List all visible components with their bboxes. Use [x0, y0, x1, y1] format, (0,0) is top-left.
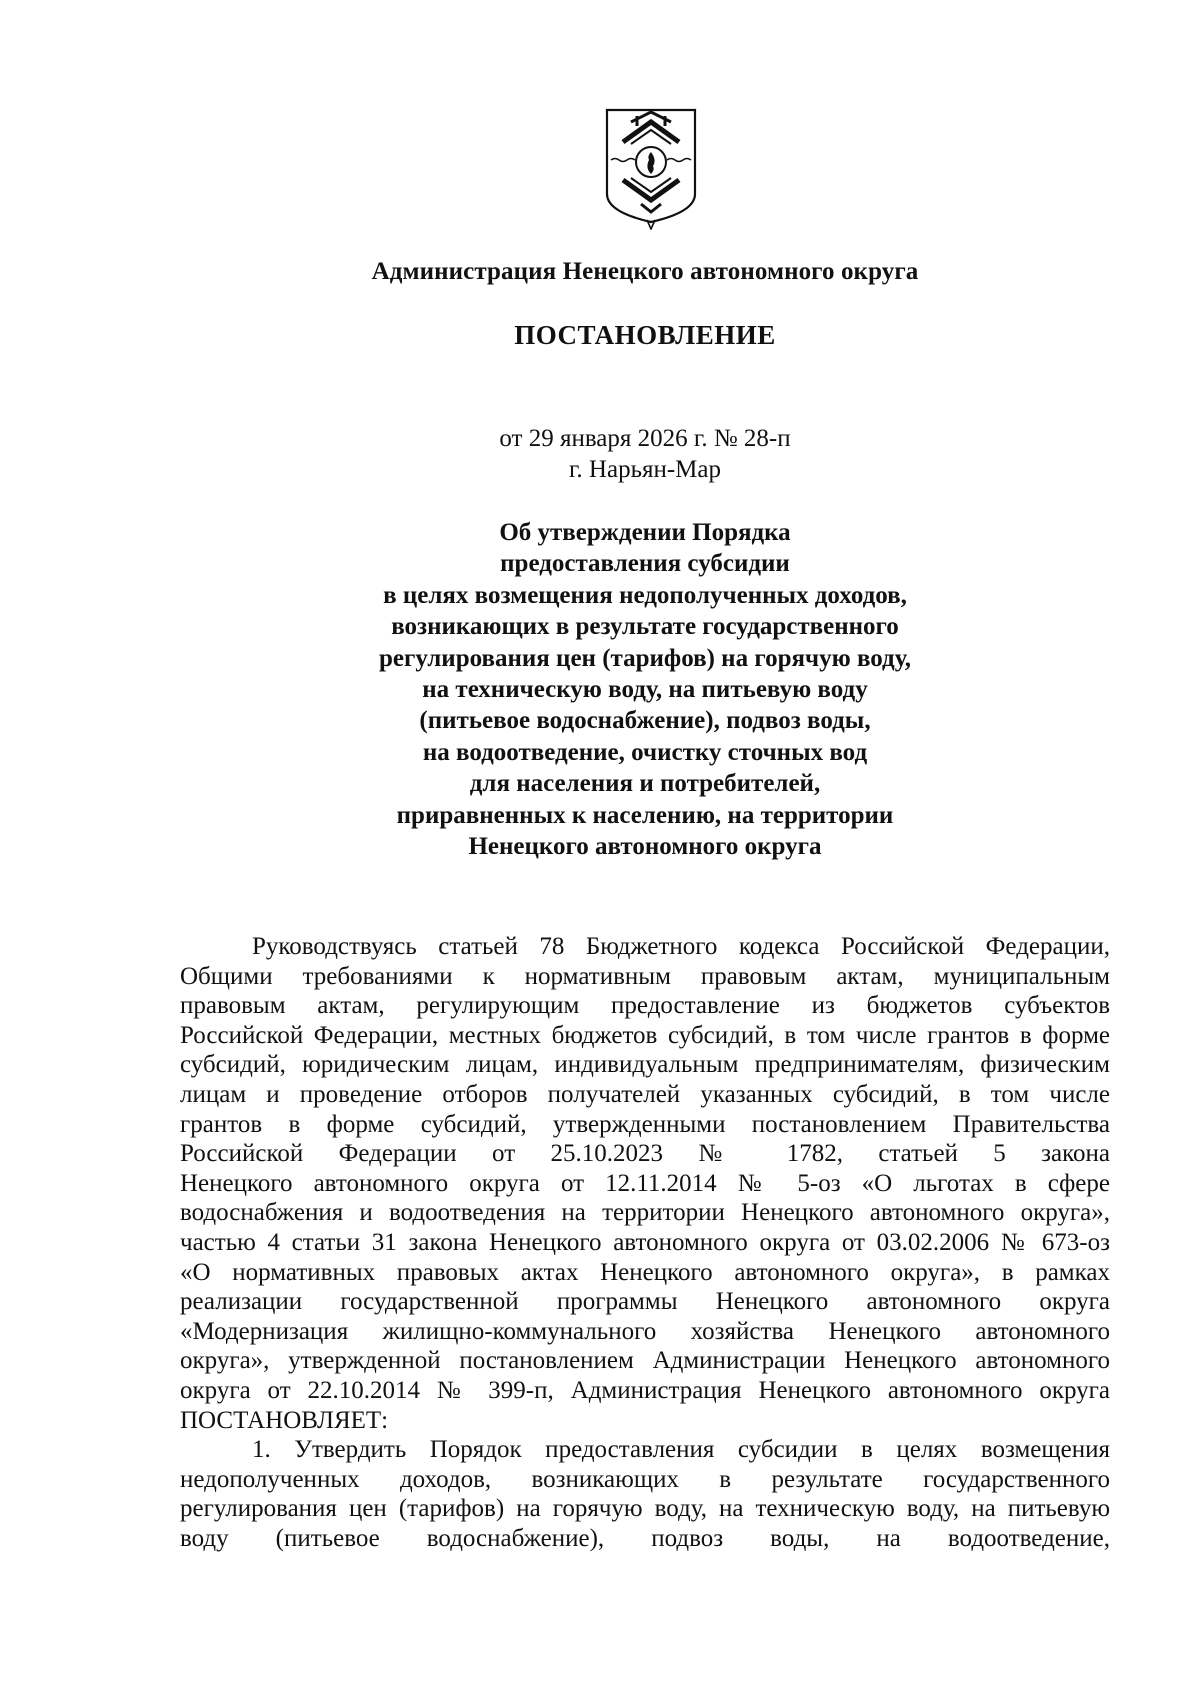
body-line: Руководствуясь статьей 78 Бюджетного кодекса Российской Федерации,	[252, 933, 1110, 960]
body-line: реализации государственной программы Ненецкого автономного округа	[180, 1288, 1110, 1316]
agency-name: Администрация Ненецкого автономного округа	[371, 258, 919, 285]
title-line: регулирования цен (тарифов) на горячую воду,	[379, 644, 911, 672]
body-line: округа от 22.10.2014 № 399-п, Администрация Ненецкого автономного округа	[180, 1376, 1110, 1404]
title-line: приравненных к населению, на территории	[396, 801, 894, 829]
body-line: лицам и проведение отборов получателей указанных субсидий, в том числе	[180, 1080, 1110, 1108]
title-line: Об утверждении Порядка	[499, 519, 791, 546]
body-line: частью 4 статьи 31 закона Ненецкого автономного округа от 03.02.2006 № 673-оз	[180, 1228, 1110, 1256]
coat-of-arms-icon	[603, 108, 699, 230]
document-body	[180, 932, 1110, 1553]
body-line: округа», утвержденной постановлением Администрации Ненецкого автономного	[180, 1347, 1110, 1375]
title-line: на водоотведение, очистку сточных вод	[422, 738, 868, 766]
body-line: воду (питьевое водоснабжение), подвоз воды, на водоотведение,	[180, 1524, 1110, 1552]
title-line: в целях возмещения недополученных доходов,	[383, 581, 907, 609]
date-line: от 29 января 2026 г. № 28-п	[499, 425, 791, 452]
body-line: грантов в форме субсидий, утвержденными постановлением Правительства	[180, 1110, 1110, 1138]
body-line: регулирования цен (тарифов) на горячую воду, на техническую воду, на питьевую	[180, 1495, 1110, 1523]
document-title	[180, 517, 1110, 862]
date-block	[180, 423, 1110, 485]
title-line: для населения и потребителей,	[469, 770, 821, 798]
body-line: Ненецкого автономного округа от 12.11.2014 № 5-оз «О льготах в сфере	[180, 1169, 1110, 1197]
title-line: (питьевое водоснабжение), подвоз воды,	[419, 707, 871, 735]
body-line: ПОСТАНОВЛЯЕТ:	[180, 1406, 389, 1434]
body-line: водоснабжения и водоотведения на территории Ненецкого автономного округа»,	[180, 1199, 1110, 1227]
title-line: предоставления субсидии	[500, 550, 790, 578]
body-line: 1. Утвердить Порядок предоставления субсидии в целях возмещения	[252, 1436, 1110, 1464]
body-line: Российской Федерации от 25.10.2023 № 1782, статьей 5 закона	[180, 1140, 1110, 1168]
body-line: Российской Федерации, местных бюджетов субсидий, в том числе грантов в форме	[180, 1021, 1110, 1049]
title-line: возникающих в результате государственного	[391, 613, 899, 641]
body-line: субсидий, юридическим лицам, индивидуальным предпринимателям, физическим	[180, 1051, 1110, 1079]
body-line: Общими требованиями к нормативным правовым актам, муниципальным	[180, 962, 1110, 990]
title-line: на техническую воду, на питьевую воду	[422, 676, 868, 704]
body-line: правовым актам, регулирующим предоставление из бюджетов субъектов	[180, 992, 1110, 1020]
body-line: «О нормативных правовых актах Ненецкого автономного округа», в рамках	[180, 1258, 1110, 1286]
title-line: Ненецкого автономного округа	[468, 833, 822, 861]
body-line: «Модернизация жилищно-коммунального хозяйства Ненецкого автономного	[180, 1317, 1110, 1345]
city-line: г. Нарьян-Мар	[568, 456, 721, 483]
body-line: недополученных доходов, возникающих в результате государственного	[180, 1465, 1110, 1493]
document-type: ПОСТАНОВЛЕНИЕ	[514, 320, 776, 350]
